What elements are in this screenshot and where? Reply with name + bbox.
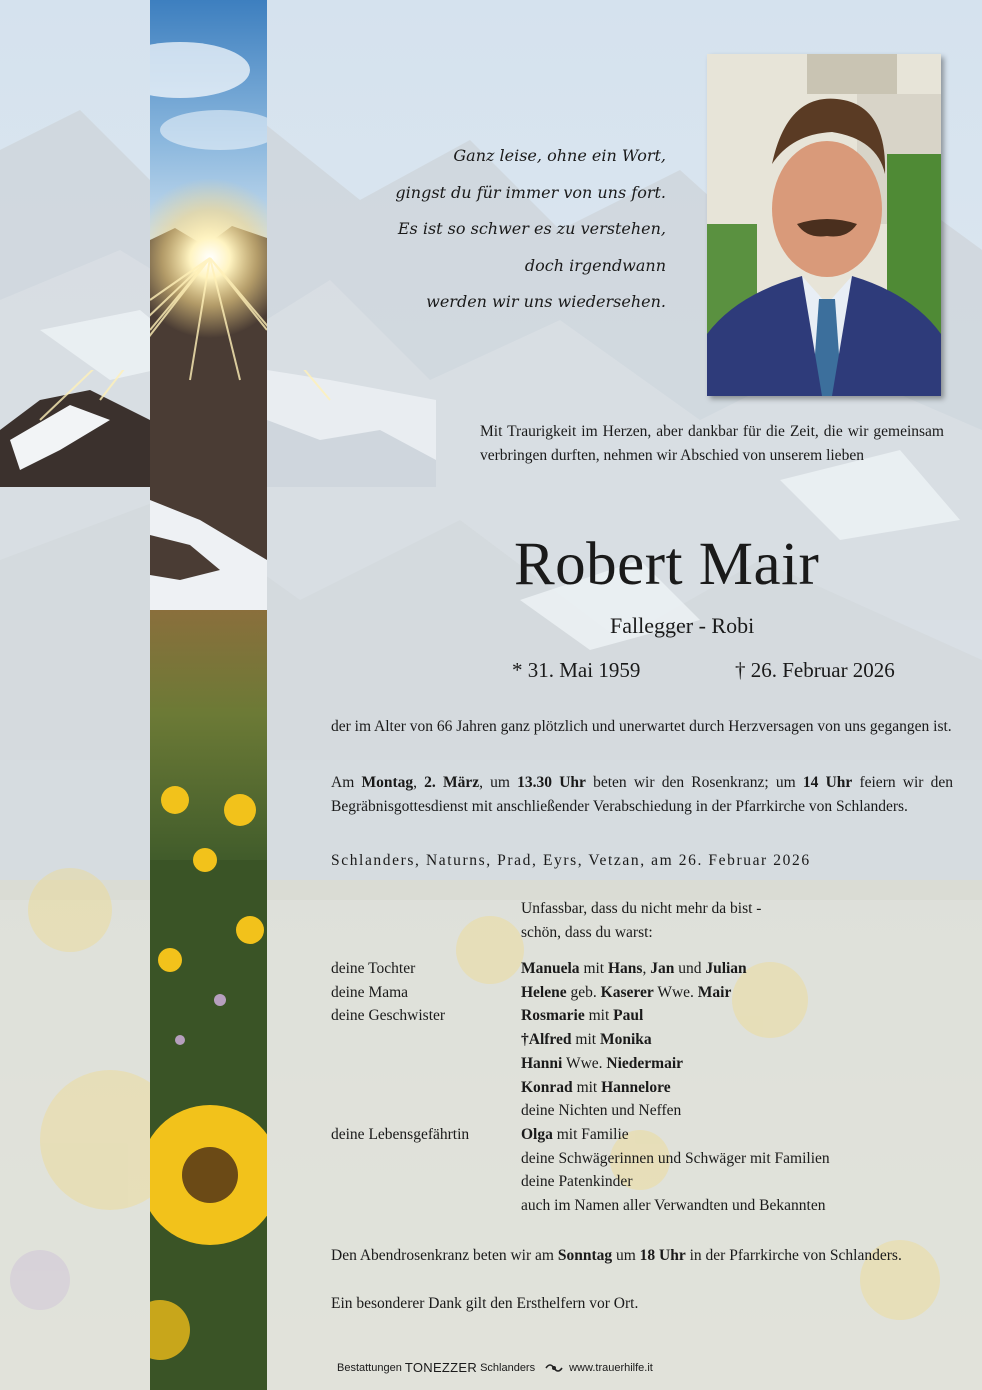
deceased-nickname: Fallegger - Robi (610, 613, 755, 638)
mourner-name-bold: Julian (705, 960, 747, 977)
mourner-names (521, 1123, 629, 1147)
place-and-date: Schlanders, Naturns, Prad, Eyrs, Vetzan, am 26. Februar 2026 (331, 852, 811, 869)
footer-funeral-home (337, 1360, 737, 1376)
birth-date: * 31. Mai 1959 (512, 658, 641, 682)
mourner-relation: deine Tochter (331, 960, 416, 977)
mourner-relation (331, 1099, 521, 1123)
mourner-row (331, 1194, 951, 1218)
text-bold: 14 Uhr (802, 774, 853, 791)
mourner-name-bold: Hanni (521, 1054, 563, 1072)
mourner-text: , (642, 960, 651, 977)
mourner-name-bold: Olga (521, 1125, 553, 1143)
mourner-text: auch im Namen aller Verwandten und Bekannten (521, 1197, 826, 1215)
mourner-name-bold: Manuela (521, 960, 580, 977)
intro-text: Mit Traurigkeit im Herzen, aber dankbar für die Zeit, die wir gemeinsam verbringen durften, nehmen wir Abschied von unserem lieben (480, 423, 944, 464)
mourner-name-bold: Konrad (521, 1078, 573, 1096)
mourner-name-bold: Hans (607, 960, 643, 977)
text-segment: , um (479, 774, 518, 791)
mourner-names (521, 1052, 683, 1076)
portrait-photo (707, 54, 941, 396)
mourner-row (331, 1028, 951, 1052)
trauerhilfe-logo-icon (543, 1361, 565, 1375)
mourner-names (521, 1194, 825, 1218)
mourner-text: und (674, 960, 706, 977)
text-segment: Den Abendrosenkranz beten wir am (331, 1247, 558, 1264)
mourner-relation (331, 1076, 521, 1100)
text-bold: 2. März (424, 774, 480, 791)
mourner-text: mit (572, 1078, 602, 1096)
text-bold: 18 Uhr (639, 1247, 686, 1264)
text-bold: 13.30 Uhr (517, 774, 586, 791)
mourner-names (521, 1099, 681, 1123)
poem-verse (286, 138, 666, 321)
motto (521, 897, 861, 945)
mourner-text: deine Nichten und Neffen (521, 1102, 682, 1120)
mourner-text: Wwe. (562, 1054, 607, 1072)
mourner-row (331, 957, 951, 981)
mourners-list (331, 957, 951, 1218)
mourner-relation: deine Geschwister (331, 1007, 446, 1025)
mourner-names (521, 957, 747, 981)
mourner-row (331, 1170, 951, 1194)
mourner-names (521, 1076, 671, 1100)
mourner-relation: deine Lebensgefährtin (331, 1125, 470, 1143)
verse-line: werden wir uns wiedersehen. (426, 292, 666, 311)
mourner-name-bold: Helene (521, 983, 567, 1001)
mourner-text: mit (584, 1007, 614, 1025)
mourner-text: geb. (566, 983, 601, 1001)
mourner-row (331, 1147, 951, 1171)
mourner-relation (331, 1170, 521, 1194)
mourner-text: mit Familie (552, 1125, 629, 1143)
mourner-text: mit (571, 1031, 600, 1049)
mourner-row (331, 981, 951, 1005)
mourner-names (521, 1170, 632, 1194)
passing-paragraph: der im Alter von 66 Jahren ganz plötzlich und unerwartet durch Herzversagen von uns gegangen ist. (331, 718, 952, 735)
mourner-name-bold: Niedermair (606, 1054, 684, 1072)
text-segment: Am (331, 774, 362, 791)
mourner-row (331, 1123, 951, 1147)
mourner-names (521, 1028, 652, 1052)
deceased-name: Robert Mair (514, 531, 820, 598)
footer-location: Schlanders (480, 1362, 536, 1374)
mourner-text: deine Patenkinder (521, 1173, 633, 1191)
text-segment: in der Pfarrkirche von Schlanders. (685, 1247, 902, 1264)
footer-website[interactable]: www.trauerhilfe.it (569, 1362, 653, 1374)
mourner-name-bold: Mair (697, 983, 732, 1001)
text-segment: beten wir den Rosenkranz; um (585, 774, 803, 791)
mourner-name-bold: Hannelore (601, 1078, 671, 1096)
mourner-name-bold: Kaserer (600, 983, 654, 1001)
mourner-relation (331, 1194, 521, 1218)
mourner-relation (331, 1052, 521, 1076)
text-bold: Sonntag (557, 1247, 613, 1264)
death-date: † 26. Februar 2026 (735, 658, 895, 682)
portrait-illustration (707, 54, 941, 396)
text-segment: um (612, 1247, 640, 1264)
verse-line: doch irgendwann (524, 255, 666, 275)
mourner-relation (331, 1147, 521, 1171)
verse-line: Es ist so schwer es zu verstehen, (397, 219, 666, 238)
mourner-row (331, 1099, 951, 1123)
mourner-text: mit (579, 960, 608, 977)
funeral-paragraph (331, 771, 953, 819)
mourner-name-bold: †Alfred (521, 1031, 572, 1049)
motto-line: schön, dass du warst: (521, 924, 653, 941)
mourner-name-bold: Monika (599, 1031, 652, 1049)
mourner-names (521, 1004, 643, 1028)
evening-rosary-paragraph (331, 1244, 953, 1268)
text-bold: Montag (361, 774, 414, 791)
verse-line: gingst du für immer von uns fort. (395, 182, 666, 202)
mourner-name-bold: Jan (650, 960, 675, 977)
mourner-text: Wwe. (653, 983, 698, 1001)
mourner-names (521, 1147, 830, 1171)
mourner-text: deine Schwägerinnen und Schwäger mit Familien (521, 1149, 830, 1167)
text-segment: feiern wir den Begräbnisgottesdienst mit anschließender Verabschiedung in der Pfarrkirche von Schlanders. (331, 774, 954, 815)
mourner-row (331, 1076, 951, 1100)
footer-prefix: Bestattungen (337, 1362, 402, 1374)
mourner-row (331, 1004, 951, 1028)
mourner-name-bold: Paul (613, 1007, 644, 1025)
mourner-relation (331, 1028, 521, 1052)
mourner-names (521, 981, 731, 1005)
text-segment: , (413, 774, 425, 791)
mourner-name-bold: Rosmarie (521, 1007, 585, 1025)
mourner-row (331, 1052, 951, 1076)
motto-line: Unfassbar, dass du nicht mehr da bist - (521, 900, 762, 917)
footer-brand: TONEZZER (404, 1360, 478, 1375)
verse-line: Ganz leise, ohne ein Wort, (453, 146, 666, 165)
mourner-relation: deine Mama (331, 983, 409, 1001)
thanks-paragraph: Ein besonderer Dank gilt den Ersthelfern vor Ort. (331, 1295, 639, 1312)
